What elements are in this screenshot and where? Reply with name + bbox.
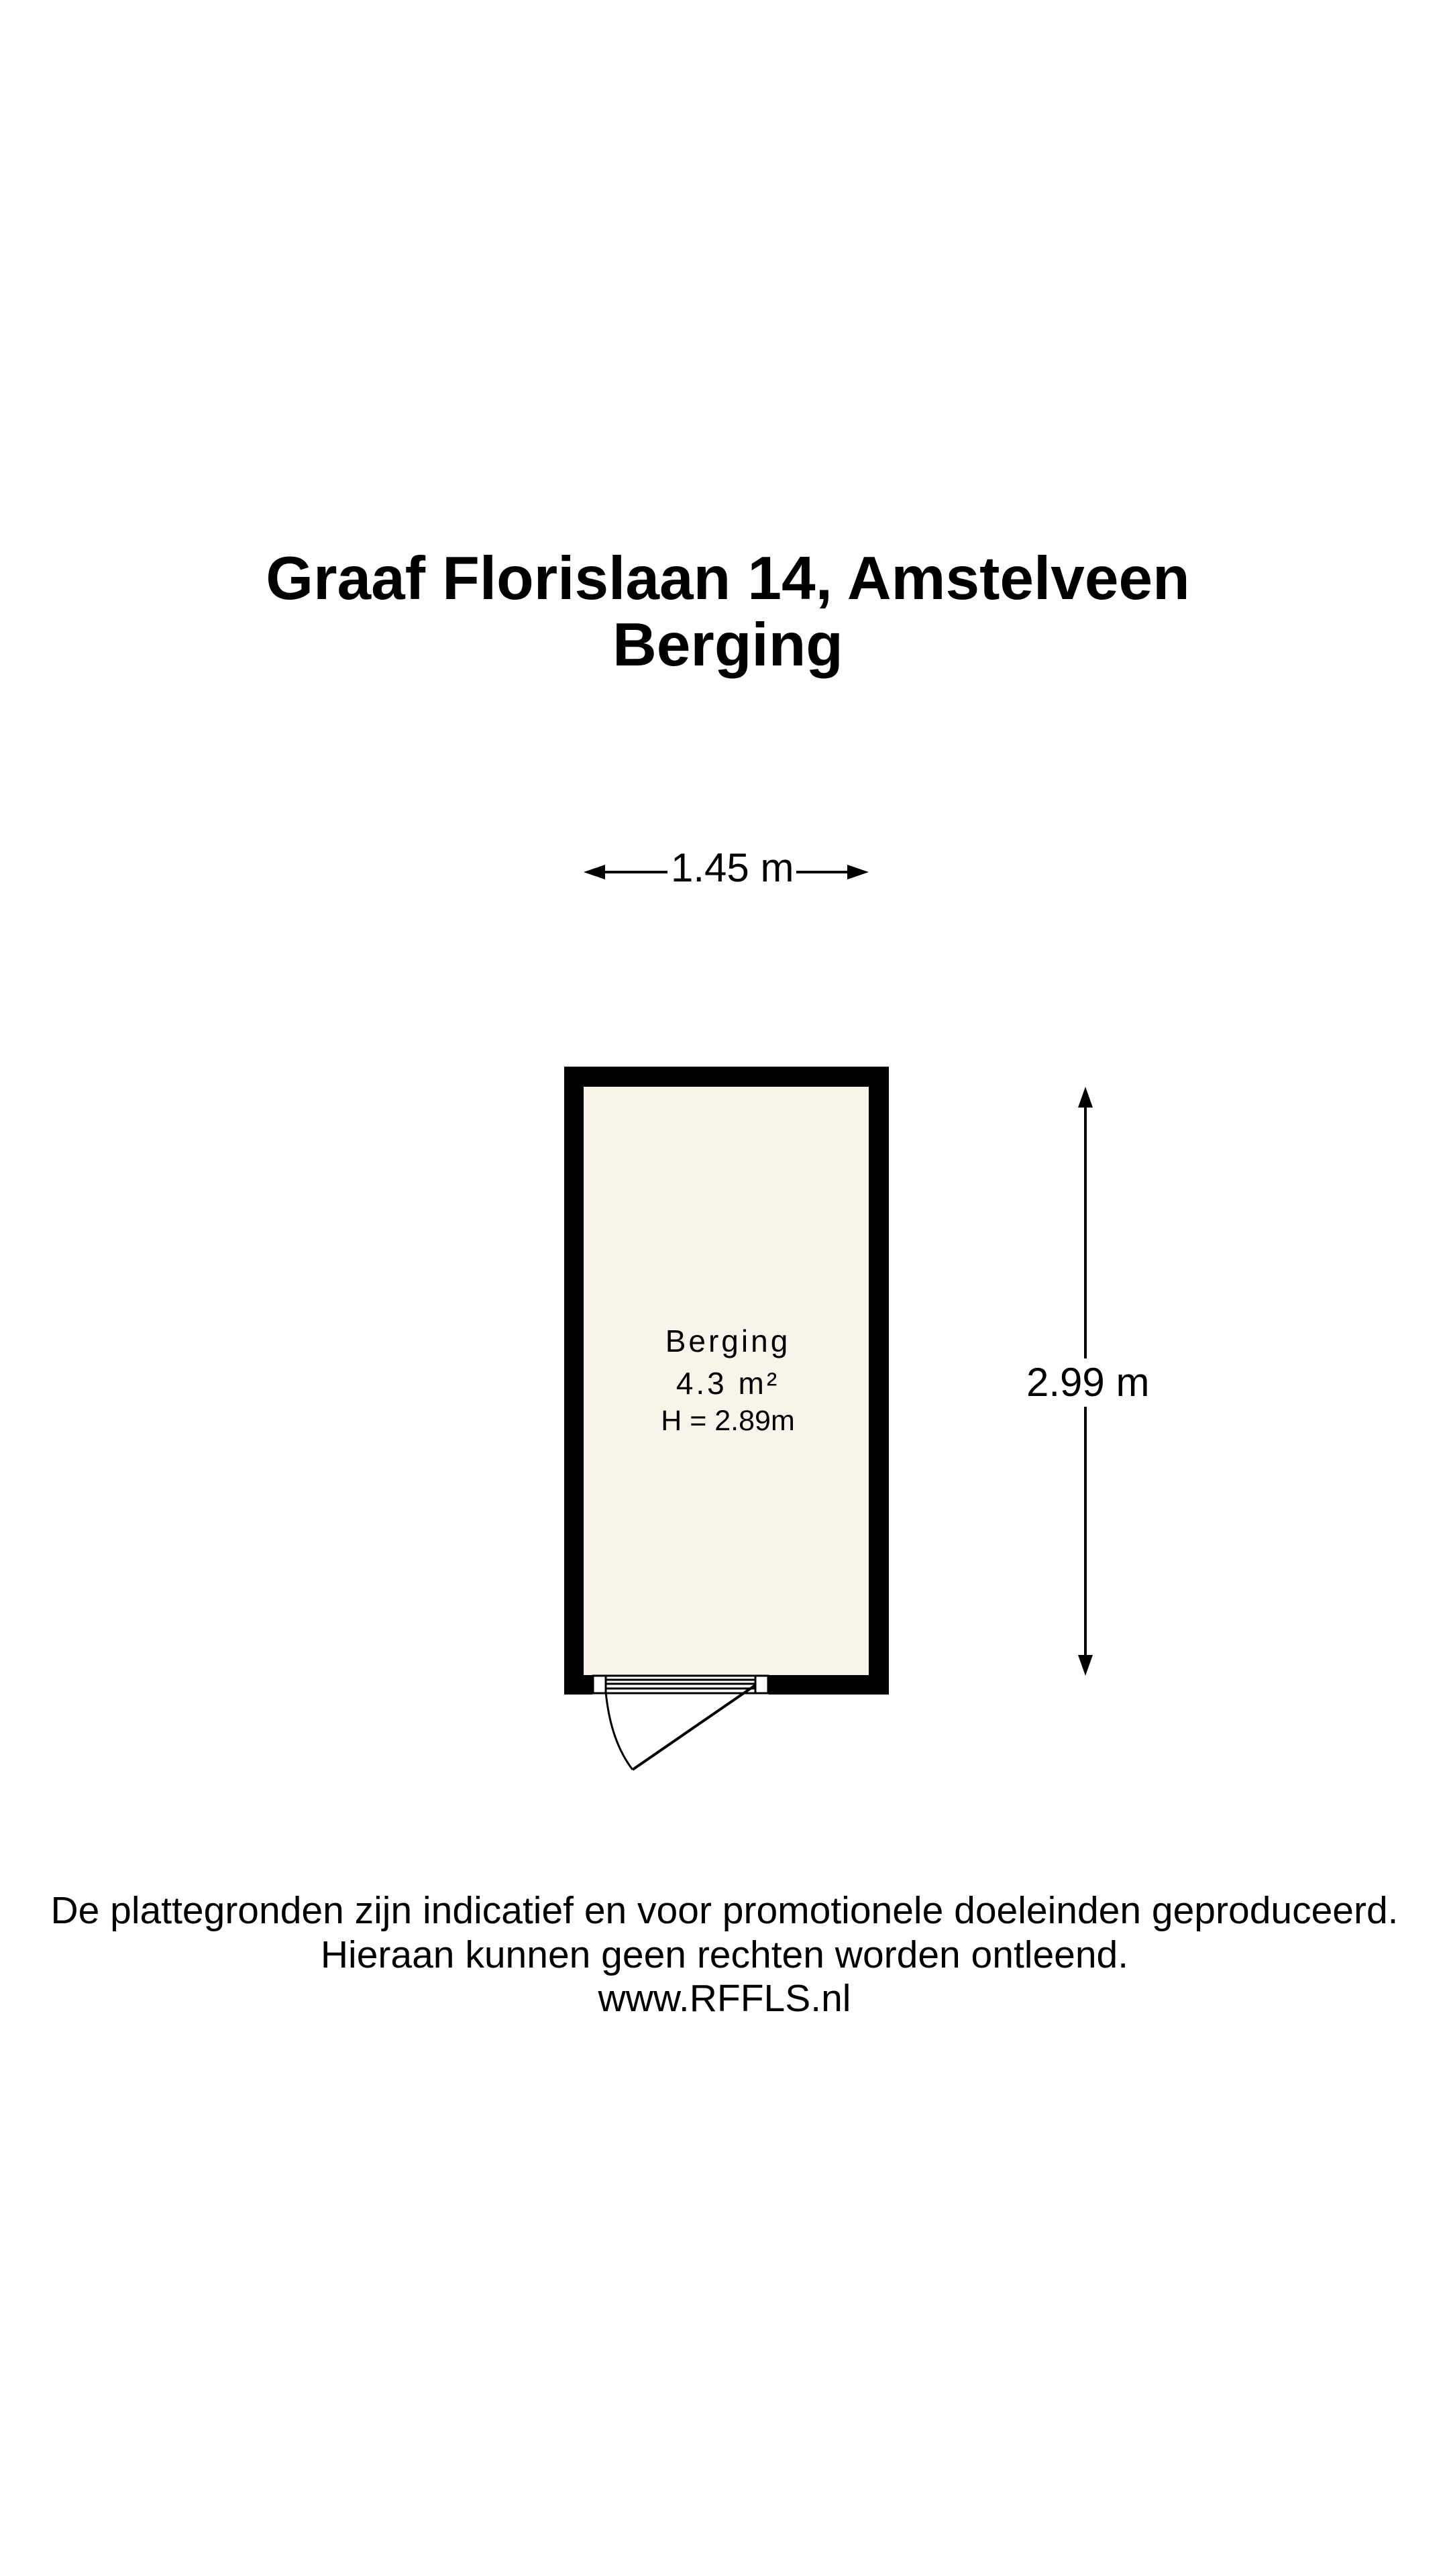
width-dimension-label: 1.45 m bbox=[668, 848, 796, 888]
disclaimer-line-1: De plattegronden zijn indicatief en voor promotionele doeleinden geproduceerd. bbox=[50, 1889, 1399, 1932]
height-dimension-label: 2.99 m bbox=[1025, 1358, 1150, 1407]
room-name-label: Berging bbox=[665, 1324, 791, 1358]
door bbox=[593, 1676, 768, 1770]
room-ceiling-height-label: H = 2.89m bbox=[661, 1405, 795, 1437]
website-label: www.RFFLS.nl bbox=[598, 1977, 851, 2020]
address-title: Graaf Florislaan 14, Amstelveen bbox=[266, 545, 1190, 612]
room-area-label: 4.3 m² bbox=[676, 1366, 780, 1401]
floor-title: Berging bbox=[612, 611, 843, 679]
disclaimer-line-2: Hieraan kunnen geen rechten worden ontleend. bbox=[320, 1933, 1129, 1976]
